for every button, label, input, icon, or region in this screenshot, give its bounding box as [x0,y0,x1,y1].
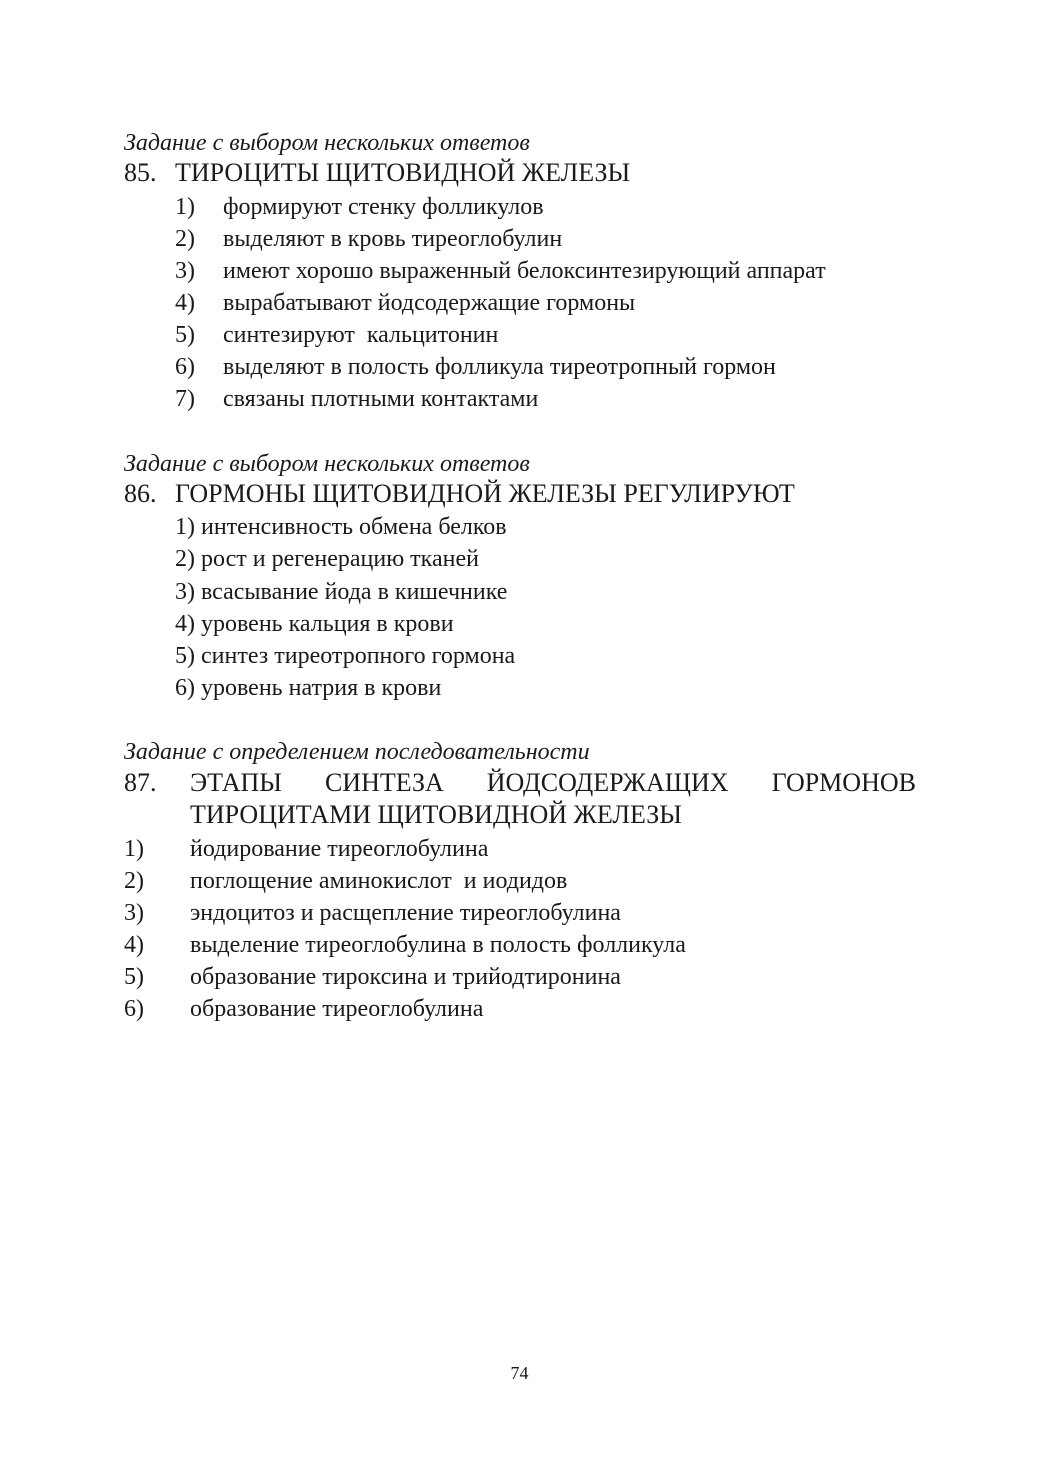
option-text: формируют стенку фолликулов [223,194,544,220]
option-number: 6) [175,354,195,380]
item-number: 6) [124,996,144,1022]
task-type-label: Задание с выбором нескольких ответов [124,451,530,477]
option-number: 5) [175,322,195,348]
question-title-continuation: ТИРОЦИТАМИ ЩИТОВИДНОЙ ЖЕЛЕЗЫ [190,800,682,829]
page-number: 74 [510,1363,529,1383]
title-word: СИНТЕЗА [324,768,444,797]
option-number: 2) [175,226,195,252]
option-text: вырабатывают йодсодержащие гормоны [223,290,636,316]
answer-option: 5) синтез тиреотропного гормона [175,643,516,669]
option-text: связаны плотными контактами [223,386,539,412]
item-text: образование тиреоглобулина [190,996,484,1022]
title-word: ЙОДСОДЕРЖАЩИХ [486,768,729,797]
question-number: 87. [124,768,157,797]
option-text: выделяют в полость фолликула тиреотропный гормон [223,354,776,380]
item-text: выделение тиреоглобулина в полость фолликула [190,932,686,958]
item-text: поглощение аминокислот и иодидов [190,868,568,894]
question-title: ГОРМОНЫ ЩИТОВИДНОЙ ЖЕЛЕЗЫ РЕГУЛИРУЮТ [175,479,795,508]
item-number: 1) [124,836,144,862]
item-text: йодирование тиреоглобулина [190,836,489,862]
option-number: 7) [175,386,195,412]
task-type-label: Задание с определением последовательности [124,739,590,765]
option-number: 1) [175,194,195,220]
item-number: 2) [124,868,144,894]
option-text: синтезируют кальцитонин [223,322,499,348]
option-number: 4) [175,290,195,316]
option-text: выделяют в кровь тиреоглобулин [223,226,563,252]
question-number: 85. [124,158,157,187]
answer-option: 3) всасывание йода в кишечнике [175,579,508,605]
answer-option: 1) интенсивность обмена белков [175,514,507,540]
item-number: 3) [124,900,144,926]
title-word: ГОРМОНОВ [771,768,916,797]
question-title: ТИРОЦИТЫ ЩИТОВИДНОЙ ЖЕЛЕЗЫ [175,158,631,187]
title-word: ЭТАПЫ [190,768,282,797]
question-title [190,769,916,797]
item-text: эндоцитоз и расщепление тиреоглобулина [190,900,621,926]
item-number: 4) [124,932,144,958]
option-text: имеют хорошо выраженный белоксинтезирующий аппарат [223,258,826,284]
answer-option: 2) рост и регенерацию тканей [175,546,479,572]
task-type-label: Задание с выбором нескольких ответов [124,130,530,156]
option-number: 3) [175,258,195,284]
item-text: образование тироксина и трийодтиронина [190,964,621,990]
answer-option: 4) уровень кальция в крови [175,611,454,637]
question-number: 86. [124,479,157,508]
item-number: 5) [124,964,144,990]
answer-option: 6) уровень натрия в крови [175,675,442,701]
